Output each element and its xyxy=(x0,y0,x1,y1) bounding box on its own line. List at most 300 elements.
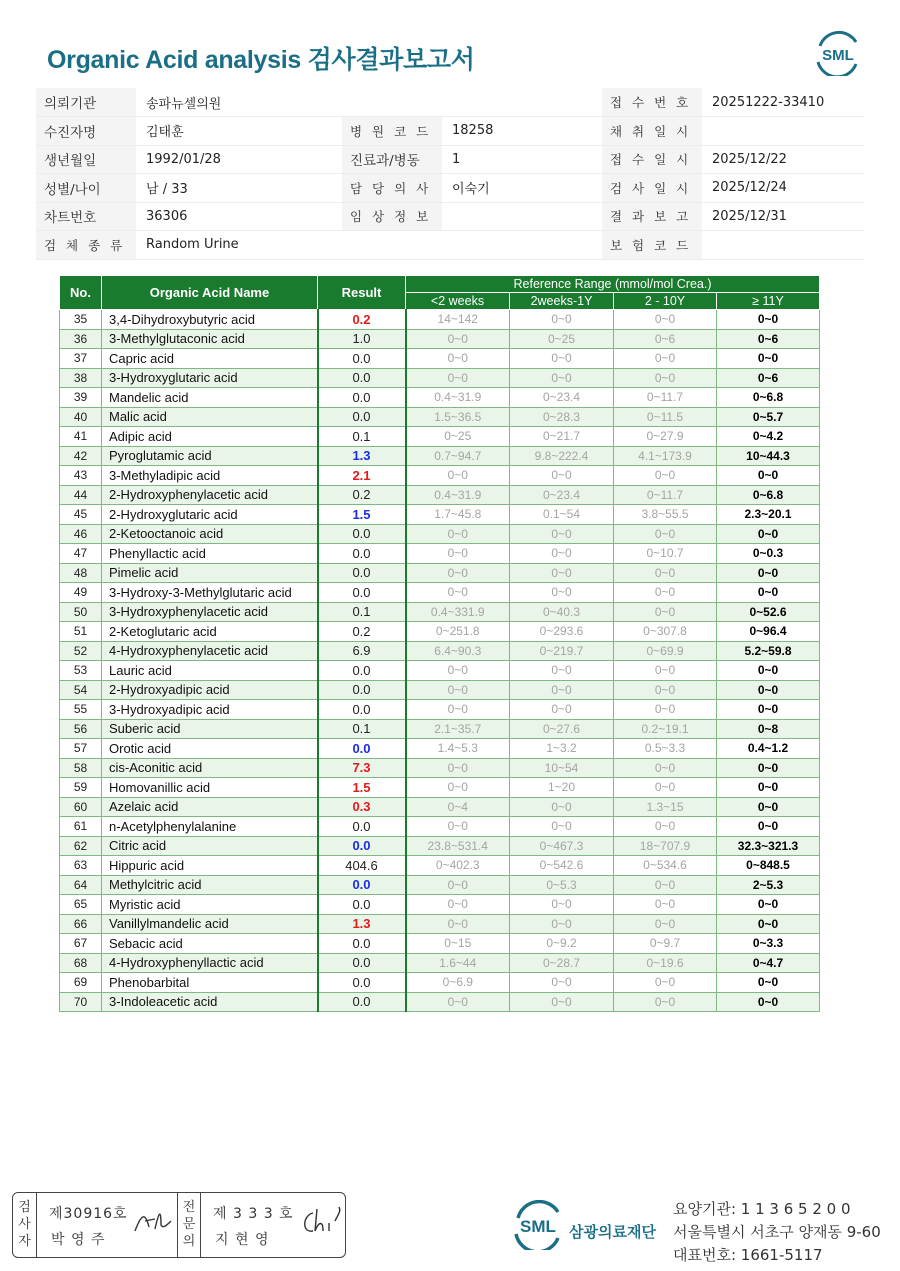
result-value: 0.2 xyxy=(318,310,406,330)
phone-number: 대표번호: 1661-5117 xyxy=(673,1246,823,1264)
result-value: 0.0 xyxy=(318,953,406,973)
acid-name: Capric acid xyxy=(102,349,318,369)
range-2-10y: 0~0 xyxy=(614,368,717,388)
row-number: 59 xyxy=(60,778,102,798)
range-lt2w: 23.8~531.4 xyxy=(406,836,510,856)
info-label: 검 체 종 류 xyxy=(36,231,136,260)
range-lt2w: 0~25 xyxy=(406,427,510,447)
info-label: 병 원 코 드 xyxy=(342,117,442,146)
info-value: 20251222-33410 xyxy=(702,88,864,117)
range-2-10y: 0~6 xyxy=(614,329,717,349)
range-2w-1y: 0~0 xyxy=(510,817,614,837)
acid-name: Hippuric acid xyxy=(102,856,318,876)
range-2-10y: 0~9.7 xyxy=(614,934,717,954)
info-row xyxy=(36,117,864,146)
acid-name: Homovanillic acid xyxy=(102,778,318,798)
acid-name: Mandelic acid xyxy=(102,388,318,408)
range-2w-1y: 0~9.2 xyxy=(510,934,614,954)
range-2-10y: 0~0 xyxy=(614,992,717,1012)
range-2w-1y: 0~23.4 xyxy=(510,485,614,505)
acid-name: 3-Hydroxy-3-Methylglutaric acid xyxy=(102,583,318,603)
header-acid-name: Organic Acid Name xyxy=(102,276,318,310)
range-lt2w: 1.7~45.8 xyxy=(406,505,510,525)
acid-name: 3-Hydroxyphenylacetic acid xyxy=(102,602,318,622)
row-number: 70 xyxy=(60,992,102,1012)
sml-footer-logo xyxy=(510,1200,566,1250)
inspector-license: 제30916호 xyxy=(49,1206,128,1222)
range-lt2w: 0~0 xyxy=(406,583,510,603)
info-label: 접 수 일 시 xyxy=(602,145,702,174)
table-row xyxy=(60,992,820,1012)
range-ge11y: 2~5.3 xyxy=(717,875,820,895)
table-row xyxy=(60,485,820,505)
row-number: 44 xyxy=(60,485,102,505)
table-row xyxy=(60,329,820,349)
inspector-signature xyxy=(131,1205,175,1239)
range-2w-1y: 10~54 xyxy=(510,758,614,778)
result-value: 0.0 xyxy=(318,583,406,603)
acid-name: Adipic acid xyxy=(102,427,318,447)
table-row xyxy=(60,466,820,486)
range-ge11y: 2.3~20.1 xyxy=(717,505,820,525)
range-ge11y: 0~0 xyxy=(717,466,820,486)
header-age-2-10y: 2 - 10Y xyxy=(614,293,717,310)
result-value: 0.0 xyxy=(318,661,406,681)
range-2w-1y: 0~0 xyxy=(510,368,614,388)
range-ge11y: 32.3~321.3 xyxy=(717,836,820,856)
result-value: 0.2 xyxy=(318,485,406,505)
acid-name: 2-Hydroxyphenylacetic acid xyxy=(102,485,318,505)
info-label: 생년월일 xyxy=(36,145,136,174)
range-lt2w: 0~0 xyxy=(406,661,510,681)
range-ge11y: 0~4.2 xyxy=(717,427,820,447)
range-lt2w: 0~402.3 xyxy=(406,856,510,876)
info-label: 보 험 코 드 xyxy=(602,231,702,260)
range-ge11y: 0~4.7 xyxy=(717,953,820,973)
range-2w-1y: 0~0 xyxy=(510,700,614,720)
table-row xyxy=(60,563,820,583)
table-row xyxy=(60,427,820,447)
result-value: 0.0 xyxy=(318,973,406,993)
acid-name: Suberic acid xyxy=(102,719,318,739)
acid-name: Myristic acid xyxy=(102,895,318,915)
range-lt2w: 0~0 xyxy=(406,563,510,583)
row-number: 39 xyxy=(60,388,102,408)
result-value: 0.0 xyxy=(318,544,406,564)
range-2w-1y: 0~0 xyxy=(510,992,614,1012)
row-number: 62 xyxy=(60,836,102,856)
result-value: 0.0 xyxy=(318,836,406,856)
result-value: 1.0 xyxy=(318,329,406,349)
row-number: 53 xyxy=(60,661,102,681)
result-value: 0.1 xyxy=(318,602,406,622)
range-lt2w: 0~0 xyxy=(406,544,510,564)
range-ge11y: 0~5.7 xyxy=(717,407,820,427)
table-row xyxy=(60,368,820,388)
info-value xyxy=(442,231,602,260)
sml-logo xyxy=(812,30,864,76)
address: 서울특별시 서초구 양재동 9-60 xyxy=(673,1223,881,1241)
row-number: 41 xyxy=(60,427,102,447)
range-2w-1y: 0~0 xyxy=(510,563,614,583)
range-2w-1y: 0~467.3 xyxy=(510,836,614,856)
range-ge11y: 0~0 xyxy=(717,992,820,1012)
acid-name: Orotic acid xyxy=(102,739,318,759)
info-label: 검 사 일 시 xyxy=(602,174,702,203)
range-ge11y: 0~0 xyxy=(717,583,820,603)
range-2-10y: 0~11.7 xyxy=(614,388,717,408)
range-ge11y: 0~0 xyxy=(717,524,820,544)
table-row xyxy=(60,407,820,427)
result-value: 0.0 xyxy=(318,895,406,915)
range-ge11y: 0~6 xyxy=(717,329,820,349)
info-label: 담 당 의 사 xyxy=(342,174,442,203)
result-value: 0.0 xyxy=(318,992,406,1012)
range-2w-1y: 0~0 xyxy=(510,349,614,369)
range-2w-1y: 1~3.2 xyxy=(510,739,614,759)
row-number: 49 xyxy=(60,583,102,603)
range-2w-1y: 0~0 xyxy=(510,466,614,486)
range-lt2w: 1.5~36.5 xyxy=(406,407,510,427)
range-2-10y: 4.1~173.9 xyxy=(614,446,717,466)
range-ge11y: 0~8 xyxy=(717,719,820,739)
result-value: 404.6 xyxy=(318,856,406,876)
range-ge11y: 10~44.3 xyxy=(717,446,820,466)
row-number: 46 xyxy=(60,524,102,544)
result-value: 1.3 xyxy=(318,914,406,934)
range-2-10y: 0~0 xyxy=(614,914,717,934)
header-result: Result xyxy=(318,276,406,310)
row-number: 42 xyxy=(60,446,102,466)
info-label: 성별/나이 xyxy=(36,174,136,203)
acid-name: Pyroglutamic acid xyxy=(102,446,318,466)
row-number: 60 xyxy=(60,797,102,817)
range-lt2w: 2.1~35.7 xyxy=(406,719,510,739)
acid-name: Malic acid xyxy=(102,407,318,427)
range-2w-1y: 0~0 xyxy=(510,797,614,817)
acid-name: 3-Indoleacetic acid xyxy=(102,992,318,1012)
info-row xyxy=(36,231,864,260)
info-value: 2025/12/22 xyxy=(702,145,864,174)
acid-name: Pimelic acid xyxy=(102,563,318,583)
range-ge11y: 0~0 xyxy=(717,778,820,798)
results-table xyxy=(59,275,820,1012)
row-number: 37 xyxy=(60,349,102,369)
range-ge11y: 0~0 xyxy=(717,563,820,583)
row-number: 40 xyxy=(60,407,102,427)
range-2w-1y: 0~219.7 xyxy=(510,641,614,661)
range-lt2w: 0~0 xyxy=(406,329,510,349)
info-value: 1 xyxy=(442,145,602,174)
range-lt2w: 1.4~5.3 xyxy=(406,739,510,759)
result-value: 0.0 xyxy=(318,388,406,408)
range-lt2w: 0~0 xyxy=(406,895,510,915)
result-value: 0.0 xyxy=(318,700,406,720)
table-row xyxy=(60,583,820,603)
acid-name: 3-Hydroxyadipic acid xyxy=(102,700,318,720)
info-value: 2025/12/31 xyxy=(702,202,864,231)
range-2w-1y: 1~20 xyxy=(510,778,614,798)
range-2w-1y: 0~0 xyxy=(510,544,614,564)
range-ge11y: 0~0 xyxy=(717,797,820,817)
row-number: 68 xyxy=(60,953,102,973)
range-lt2w: 1.6~44 xyxy=(406,953,510,973)
range-2w-1y: 0~0 xyxy=(510,914,614,934)
specialist-signature xyxy=(299,1205,343,1239)
result-value: 0.0 xyxy=(318,934,406,954)
info-label: 접 수 번 호 xyxy=(602,88,702,117)
row-number: 69 xyxy=(60,973,102,993)
range-ge11y: 0~0 xyxy=(717,310,820,330)
row-number: 51 xyxy=(60,622,102,642)
range-ge11y: 5.2~59.8 xyxy=(717,641,820,661)
header-age-lt2w: <2 weeks xyxy=(406,293,510,310)
info-row xyxy=(36,88,864,117)
range-2w-1y: 0~0 xyxy=(510,661,614,681)
table-row xyxy=(60,700,820,720)
result-value: 2.1 xyxy=(318,466,406,486)
table-row xyxy=(60,817,820,837)
acid-name: 2-Hydroxyglutaric acid xyxy=(102,505,318,525)
range-2-10y: 0~69.9 xyxy=(614,641,717,661)
acid-name: 4-Hydroxyphenylacetic acid xyxy=(102,641,318,661)
acid-name: Vanillylmandelic acid xyxy=(102,914,318,934)
result-value: 1.3 xyxy=(318,446,406,466)
acid-name: Azelaic acid xyxy=(102,797,318,817)
result-value: 0.0 xyxy=(318,680,406,700)
range-2-10y: 1.3~15 xyxy=(614,797,717,817)
range-2-10y: 0~0 xyxy=(614,680,717,700)
info-label: 채 취 일 시 xyxy=(602,117,702,146)
acid-name: Sebacic acid xyxy=(102,934,318,954)
range-ge11y: 0~6 xyxy=(717,368,820,388)
info-row xyxy=(36,145,864,174)
range-2-10y: 0~0 xyxy=(614,466,717,486)
range-lt2w: 0~0 xyxy=(406,992,510,1012)
row-number: 36 xyxy=(60,329,102,349)
row-number: 56 xyxy=(60,719,102,739)
range-2-10y: 0.2~19.1 xyxy=(614,719,717,739)
acid-name: n-Acetylphenylalanine xyxy=(102,817,318,837)
range-2w-1y: 0~23.4 xyxy=(510,388,614,408)
table-row xyxy=(60,544,820,564)
range-lt2w: 6.4~90.3 xyxy=(406,641,510,661)
range-lt2w: 0~0 xyxy=(406,368,510,388)
range-2-10y: 0~534.6 xyxy=(614,856,717,876)
info-value: 남 / 33 xyxy=(136,174,342,203)
table-row xyxy=(60,836,820,856)
range-ge11y: 0~0 xyxy=(717,817,820,837)
table-row xyxy=(60,622,820,642)
range-2-10y: 0~0 xyxy=(614,973,717,993)
table-row xyxy=(60,895,820,915)
row-number: 48 xyxy=(60,563,102,583)
info-value xyxy=(702,117,864,146)
range-2w-1y: 0~27.6 xyxy=(510,719,614,739)
table-row xyxy=(60,973,820,993)
range-lt2w: 0.7~94.7 xyxy=(406,446,510,466)
table-row xyxy=(60,388,820,408)
acid-name: 3-Methylglutaconic acid xyxy=(102,329,318,349)
result-value: 0.1 xyxy=(318,427,406,447)
row-number: 43 xyxy=(60,466,102,486)
range-lt2w: 0~0 xyxy=(406,700,510,720)
range-2-10y: 0~0 xyxy=(614,758,717,778)
range-2-10y: 0~0 xyxy=(614,563,717,583)
row-number: 45 xyxy=(60,505,102,525)
range-2w-1y: 0~0 xyxy=(510,680,614,700)
info-label: 결 과 보 고 xyxy=(602,202,702,231)
result-value: 6.9 xyxy=(318,641,406,661)
table-row xyxy=(60,310,820,330)
row-number: 64 xyxy=(60,875,102,895)
table-row xyxy=(60,505,820,525)
header-reference-range: Reference Range (mmol/mol Crea.) xyxy=(406,276,820,293)
range-2-10y: 0~10.7 xyxy=(614,544,717,564)
row-number: 58 xyxy=(60,758,102,778)
patient-info-table xyxy=(36,88,864,260)
range-lt2w: 14~142 xyxy=(406,310,510,330)
table-row xyxy=(60,739,820,759)
range-2w-1y: 0~0 xyxy=(510,524,614,544)
org-name: 삼광의료재단 xyxy=(569,1223,656,1241)
acid-name: 3-Hydroxyglutaric acid xyxy=(102,368,318,388)
range-2-10y: 0~0 xyxy=(614,895,717,915)
range-2-10y: 0~0 xyxy=(614,583,717,603)
info-row xyxy=(36,202,864,231)
range-ge11y: 0~0 xyxy=(717,349,820,369)
range-ge11y: 0~6.8 xyxy=(717,388,820,408)
info-value: Random Urine xyxy=(136,231,342,260)
table-row xyxy=(60,934,820,954)
info-value: 이숙기 xyxy=(442,174,602,203)
range-ge11y: 0~848.5 xyxy=(717,856,820,876)
specialist-name: 지 현 영 xyxy=(215,1232,270,1248)
range-2-10y: 0~0 xyxy=(614,875,717,895)
row-number: 50 xyxy=(60,602,102,622)
range-2w-1y: 0~542.6 xyxy=(510,856,614,876)
info-value: 18258 xyxy=(442,117,602,146)
row-number: 63 xyxy=(60,856,102,876)
row-number: 55 xyxy=(60,700,102,720)
range-2-10y: 0~11.7 xyxy=(614,485,717,505)
table-row xyxy=(60,953,820,973)
table-row xyxy=(60,875,820,895)
range-lt2w: 0~0 xyxy=(406,466,510,486)
result-value: 0.0 xyxy=(318,524,406,544)
table-row xyxy=(60,349,820,369)
range-ge11y: 0~52.6 xyxy=(717,602,820,622)
range-2w-1y: 0~0 xyxy=(510,583,614,603)
row-number: 35 xyxy=(60,310,102,330)
range-2-10y: 0~0 xyxy=(614,700,717,720)
range-ge11y: 0~0 xyxy=(717,661,820,681)
report-title: Organic Acid analysis 검사결과보고서 xyxy=(47,46,475,74)
table-row xyxy=(60,602,820,622)
info-label xyxy=(342,88,442,117)
table-row xyxy=(60,856,820,876)
range-lt2w: 0~0 xyxy=(406,914,510,934)
range-2w-1y: 0~28.3 xyxy=(510,407,614,427)
table-row xyxy=(60,778,820,798)
table-row xyxy=(60,797,820,817)
care-code: 요양기관: 1 1 3 6 5 2 0 0 xyxy=(673,1200,851,1218)
range-lt2w: 0~0 xyxy=(406,680,510,700)
range-2-10y: 0~0 xyxy=(614,661,717,681)
result-value: 0.1 xyxy=(318,719,406,739)
result-value: 0.0 xyxy=(318,407,406,427)
range-lt2w: 0~0 xyxy=(406,349,510,369)
range-2w-1y: 0~293.6 xyxy=(510,622,614,642)
row-number: 52 xyxy=(60,641,102,661)
range-2w-1y: 0~0 xyxy=(510,973,614,993)
inspector-name: 박 영 주 xyxy=(51,1232,106,1248)
range-ge11y: 0~0 xyxy=(717,700,820,720)
range-ge11y: 0.4~1.2 xyxy=(717,739,820,759)
row-number: 54 xyxy=(60,680,102,700)
info-label: 수진자명 xyxy=(36,117,136,146)
range-ge11y: 0~0 xyxy=(717,680,820,700)
range-ge11y: 0~0 xyxy=(717,758,820,778)
range-2-10y: 0~0 xyxy=(614,602,717,622)
result-value: 0.0 xyxy=(318,563,406,583)
row-number: 66 xyxy=(60,914,102,934)
range-2-10y: 0~0 xyxy=(614,524,717,544)
row-number: 38 xyxy=(60,368,102,388)
specialist-label: 전 문 의 xyxy=(177,1193,201,1257)
range-2-10y: 0~0 xyxy=(614,349,717,369)
range-2w-1y: 0~5.3 xyxy=(510,875,614,895)
range-2-10y: 0~0 xyxy=(614,778,717,798)
info-value xyxy=(702,231,864,260)
range-ge11y: 0~0 xyxy=(717,914,820,934)
inspector-label: 검 사 자 xyxy=(13,1193,37,1257)
range-2-10y: 0~19.6 xyxy=(614,953,717,973)
info-value xyxy=(442,88,602,117)
result-value: 7.3 xyxy=(318,758,406,778)
range-2w-1y: 0~40.3 xyxy=(510,602,614,622)
acid-name: 3-Methyladipic acid xyxy=(102,466,318,486)
info-value: 송파뉴셀의원 xyxy=(136,88,342,117)
range-2w-1y: 0~28.7 xyxy=(510,953,614,973)
range-2w-1y: 0.1~54 xyxy=(510,505,614,525)
range-2-10y: 0.5~3.3 xyxy=(614,739,717,759)
acid-name: 2-Ketooctanoic acid xyxy=(102,524,318,544)
table-row xyxy=(60,661,820,681)
range-lt2w: 0~0 xyxy=(406,524,510,544)
result-value: 0.0 xyxy=(318,349,406,369)
header-age-ge11y: ≥ 11Y xyxy=(717,293,820,310)
result-value: 0.2 xyxy=(318,622,406,642)
header-no: No. xyxy=(60,276,102,310)
range-2-10y: 18~707.9 xyxy=(614,836,717,856)
range-2-10y: 0~11.5 xyxy=(614,407,717,427)
info-value: 김태훈 xyxy=(136,117,342,146)
range-2-10y: 0~0 xyxy=(614,817,717,837)
range-2-10y: 3.8~55.5 xyxy=(614,505,717,525)
info-label: 의뢰기관 xyxy=(36,88,136,117)
table-row xyxy=(60,446,820,466)
signature-box xyxy=(12,1192,346,1258)
acid-name: Lauric acid xyxy=(102,661,318,681)
range-lt2w: 0.4~31.9 xyxy=(406,485,510,505)
range-lt2w: 0~0 xyxy=(406,875,510,895)
result-value: 0.0 xyxy=(318,817,406,837)
result-value: 1.5 xyxy=(318,505,406,525)
range-2-10y: 0~27.9 xyxy=(614,427,717,447)
acid-name: Phenyllactic acid xyxy=(102,544,318,564)
info-label: 임 상 정 보 xyxy=(342,202,442,231)
